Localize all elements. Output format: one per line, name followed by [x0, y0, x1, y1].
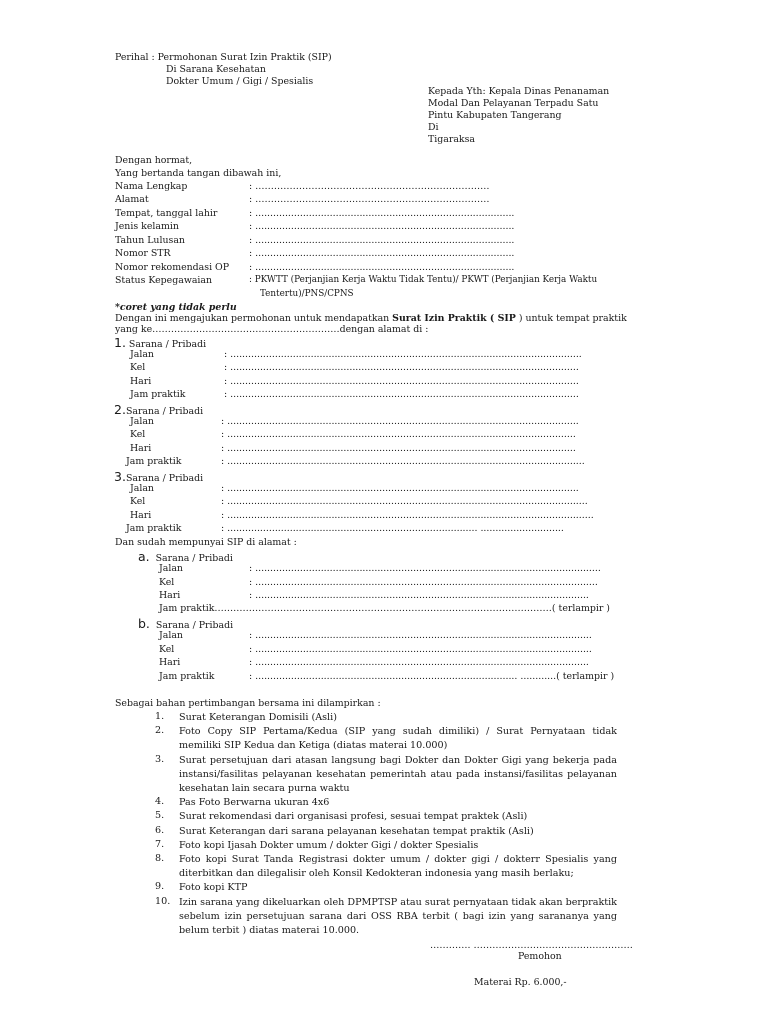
attachment-text: Surat rekomendasi dari organisasi profesi, sesuai tempat praktek (Asli) — [179, 811, 528, 822]
sarana-row-value[interactable]: : .................................................................................... ............................ — [221, 523, 564, 534]
request-line-1 — [115, 313, 627, 324]
sarana-row-label: Jalan — [130, 416, 154, 427]
perihal-line-3: Dokter Umum / Gigi / Spesialis — [166, 76, 314, 87]
sarana-row-value[interactable]: : ..................................................................................................................... — [221, 429, 576, 440]
signature-date-line[interactable]: …………. …………………………………………… — [430, 940, 633, 951]
sarana-row-value[interactable]: : ........................................................................................................................... — [221, 510, 594, 521]
attachment-number: 5. — [155, 810, 165, 821]
existing-row-label: Hari — [159, 657, 181, 668]
field-value[interactable]: : PKWTT (Perjanjian Kerja Waktu Tidak Tentu)/ PKWT (Perjanjian Kerja Waktu — [249, 275, 598, 285]
attachment-text: Foto kopi Surat Tanda Registrasi dokter umum / dokter gigi / dokterr Spesialis yang diterbitkan dan dilegalisir oleh Konsil Kedokteran indonesia yang masih berlaku; — [179, 854, 617, 879]
sarana-row-value[interactable]: : ..................................................................................................................... — [224, 389, 579, 400]
attachment-number: 7. — [155, 839, 165, 850]
attachment-number: 8. — [155, 853, 165, 864]
sarana-row-label: Hari — [130, 510, 152, 521]
sarana-row-label: Jam praktik — [126, 523, 182, 534]
attachment-text: Pas Foto Berwarna ukuran 4x6 — [179, 797, 330, 808]
attachment-text: Surat persetujuan dari atasan langsung bagi Dokter dan Dokter Gigi yang bekerja pada instansi/fasilitas pelayanan kesehatan pemerintah atau pada instansi/fasilitas pelayanan kesehatan lain secara purna waktu — [179, 755, 617, 794]
signature-pemohon: Pemohon — [518, 951, 562, 962]
attachment-number: 1. — [155, 711, 165, 722]
signature-materai: Materai Rp. 6.000,- — [474, 977, 567, 988]
sarana-row-label: Kel — [130, 496, 146, 507]
coret-note: *coret yang tidak perlu — [115, 302, 237, 313]
sarana-title: Sarana / Pribadi — [125, 406, 204, 417]
recipient-line: Di — [428, 122, 439, 133]
existing-letter: b. — [138, 616, 150, 631]
sarana-title: Sarana / Pribadi — [125, 473, 204, 484]
attachment-number: 2. — [155, 725, 165, 736]
sarana-heading — [114, 469, 203, 484]
attachment-text: Foto Copy SIP Pertama/Kedua (SIP yang sudah dimiliki) / Surat Pernyataan tidak memiliki SIP Kedua dan Ketiga (diatas materai 10.000) — [179, 726, 617, 751]
sarana-row-value[interactable]: : ..................................................................................................................... — [224, 376, 579, 387]
existing-row-value[interactable]: : ................................................................................................................. — [249, 644, 592, 655]
sarana-row-value[interactable]: : ...................................................................................................................... — [221, 416, 579, 427]
field-label: Nama Lengkap — [115, 181, 188, 192]
field-label: Nomor STR — [115, 248, 171, 259]
attachment-number: 9. — [155, 881, 165, 892]
existing-row-label: Jalan — [159, 630, 183, 641]
existing-heading-b — [138, 616, 233, 631]
existing-row-label: Hari — [159, 590, 181, 601]
existing-row-value[interactable]: : ................................................................................................................ — [249, 590, 589, 601]
sarana-heading — [114, 402, 203, 417]
existing-jam[interactable]: Jam praktik………………………………………………………………………………………………( terlampir ) — [159, 603, 610, 614]
attachment-text: Foto kopi KTP — [179, 882, 248, 893]
attachment-number: 10. — [155, 896, 171, 907]
sarana-row-label: Hari — [130, 443, 152, 454]
existing-title: Sarana / Pribadi — [155, 553, 233, 564]
field-label: Nomor rekomendasi OP — [115, 262, 230, 273]
sarana-number: 1. — [114, 335, 126, 350]
existing-row-value[interactable]: : ................................................................................................................ — [249, 657, 589, 668]
field-value[interactable]: : ....................................................................................... — [249, 248, 515, 259]
sarana-heading — [114, 335, 206, 350]
undersigned-line: Yang bertanda tangan dibawah ini, — [115, 168, 282, 179]
sarana-row-value[interactable]: : ........................................................................................................................ — [221, 456, 585, 467]
existing-row-value[interactable]: : ................................................................................................................. — [249, 630, 592, 641]
sarana-row-value[interactable]: : ..................................................................................................................... — [224, 362, 579, 373]
sarana-number: 3. — [114, 469, 126, 484]
perihal: Perihal : Permohonan Surat Izin Praktik (SIP) — [115, 52, 332, 63]
recipient-line: Modal Dan Pelayanan Terpadu Satu — [428, 98, 599, 109]
recipient-line: Pintu Kabupaten Tangerang — [428, 110, 562, 121]
recipient-block — [428, 86, 609, 146]
sarana-row-value[interactable]: : ...................................................................................................................... — [221, 483, 579, 494]
sarana-row-label: Kel — [130, 362, 146, 373]
existing-row-label: Kel — [159, 577, 175, 588]
attachments-heading: Sebagai bahan pertimbangan bersama ini dilampirkan : — [115, 698, 381, 709]
existing-heading: Dan sudah mempunyai SIP di alamat : — [115, 537, 297, 548]
request-bold: Surat Izin Praktik ( SIP — [392, 313, 516, 324]
attachment-text: Foto kopi Ijasah Dokter umum / dokter Gigi / dokter Spesialis — [179, 840, 479, 851]
sarana-number: 2. — [114, 402, 126, 417]
field-label: Tahun Lulusan — [115, 235, 185, 246]
field-value[interactable]: : ....................................................................................... — [249, 262, 515, 273]
sarana-row-label: Hari — [130, 376, 152, 387]
sarana-row-label: Jalan — [130, 483, 154, 494]
existing-title: Sarana / Pribadi — [155, 620, 234, 631]
existing-letter: a. — [138, 549, 150, 564]
status-line-2: Tentertu)/PNS/CPNS — [260, 289, 354, 299]
request-text: ) untuk tempat praktik — [515, 313, 627, 324]
existing-row-value[interactable]: : .................................................................................................................... — [249, 563, 601, 574]
attachment-text: Izin sarana yang dikeluarkan oleh DPMPTSP atau surat pernyataan tidak akan berpraktik sebelum izin persetujuan sarana dari OSS RBA terbit ( bagi izin yang sarananya yang belum terbit ) diatas materai 10.000. — [179, 897, 617, 936]
field-label: Tempat, tanggal lahir — [115, 208, 218, 219]
field-label: Jenis kelamin — [115, 221, 179, 232]
sarana-row-value[interactable]: : ...................................................................................................................... — [224, 349, 582, 360]
field-label: Alamat — [115, 194, 149, 205]
sarana-row-label: Jam praktik — [130, 389, 186, 400]
sarana-row-label: Jalan — [130, 349, 154, 360]
attachment-number: 6. — [155, 825, 165, 836]
recipient-line: Kepada Yth: Kepala Dinas Penanaman — [428, 86, 610, 97]
field-value[interactable]: : ....................................................................................... — [249, 235, 515, 246]
greeting: Dengan hormat, — [115, 155, 193, 166]
existing-row-label: Jam praktik — [159, 671, 215, 682]
field-label: Status Kepegawaian — [115, 275, 213, 286]
perihal-line-2: Di Sarana Kesehatan — [166, 64, 266, 75]
attachment-number: 4. — [155, 796, 165, 807]
field-value[interactable]: : ………………………………………………………………… — [249, 181, 490, 192]
sarana-row-value[interactable]: : ..................................................................................................................... — [221, 443, 576, 454]
existing-row-label: Jalan — [159, 563, 183, 574]
existing-row-label: Kel — [159, 644, 175, 655]
field-value[interactable]: : ....................................................................................... — [249, 221, 515, 232]
recipient-line: Tigaraksa — [428, 134, 475, 145]
existing-heading-a — [138, 549, 233, 564]
attachment-text: Surat Keterangan dari sarana pelayanan kesehatan tempat praktik (Asli) — [179, 826, 534, 837]
attachment-number: 3. — [155, 754, 165, 765]
sarana-row-label: Kel — [130, 429, 146, 440]
request-line-2: yang ke……………………………………………………dengan alamat di : — [115, 324, 429, 335]
existing-row-value[interactable]: : ........................................................................................ ............( terlampir ) — [249, 671, 615, 682]
request-text: Dengan ini mengajukan permohonan untuk mendapatkan — [115, 313, 393, 324]
attachment-text: Surat Keterangan Domisili (Asli) — [179, 712, 337, 723]
field-value[interactable]: : ....................................................................................... — [249, 208, 515, 219]
sarana-row-value[interactable]: : ......................................................................................................................... — [221, 496, 588, 507]
sarana-title: Sarana / Pribadi — [128, 339, 207, 350]
existing-row-value[interactable]: : ................................................................................................................... — [249, 577, 598, 588]
field-value[interactable]: : ………………………………………………………………… — [249, 194, 490, 205]
sarana-row-label: Jam praktik — [126, 456, 182, 467]
